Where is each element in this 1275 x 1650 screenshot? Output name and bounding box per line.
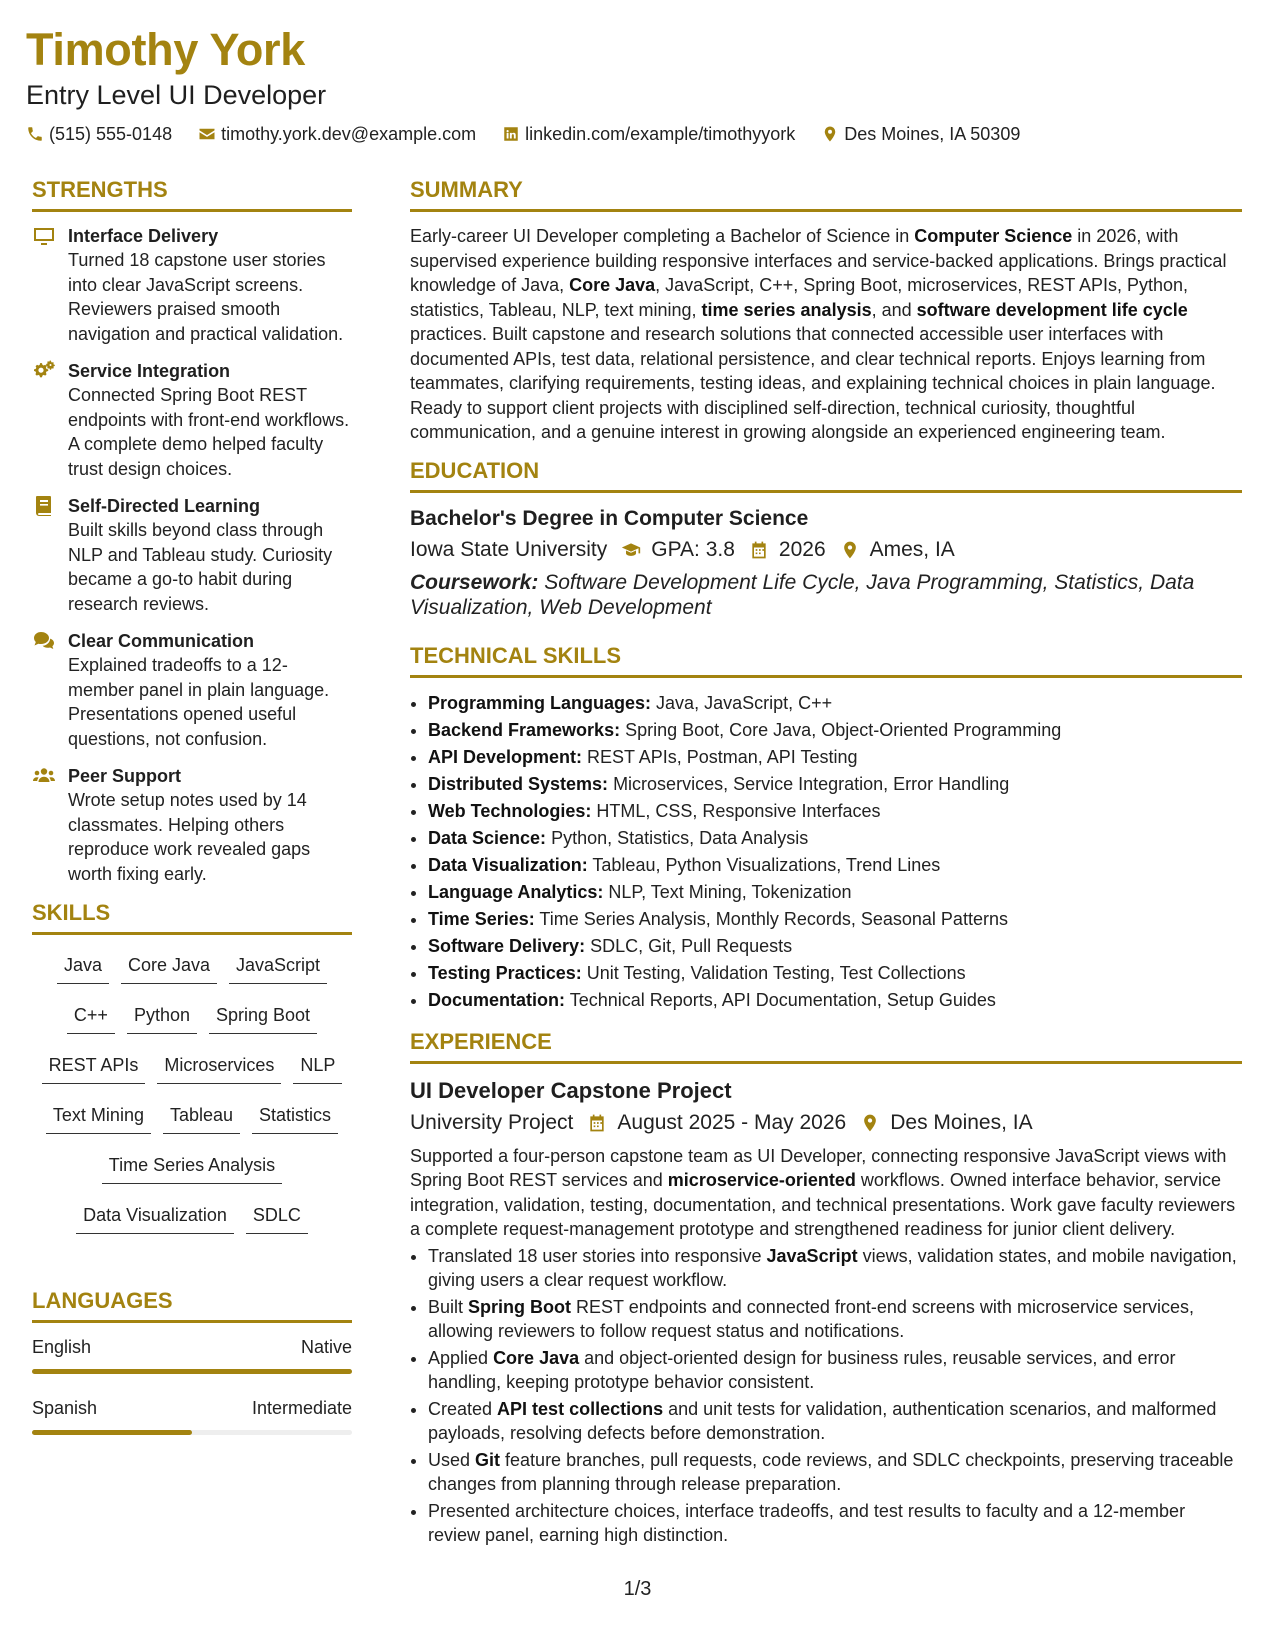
tech-skill-item [428,825,1242,852]
strength-item [32,629,352,751]
tech-skill-label: Language Analytics: [428,881,604,902]
education-meta [410,535,1242,565]
strength-desc: Built skills beyond class through NLP and Tableau study. Curiosity became a go-to habit during research reviews. [68,520,333,614]
job-bullet [428,1244,1242,1293]
job-org [410,1108,573,1138]
coursework-text: Software Development Life Cycle, Java Programming, Statistics, Data Visualization, Web Development [410,570,1195,619]
body-text: practices. Built capstone and research solutions that connected accessible user interfaces with documented APIs, test data, relational persistence, and clear technical reports. Enjoys learning from teammates, clarifying requirements, testing ideas, and explaining technical choices in plain language. Ready to support client projects with disciplined self-direction, technical curiosity, thoughtful communication, and a genuine interest in growing alongside an experienced engineering team. [410,324,1216,442]
skill-chip: Microservices [157,1051,281,1084]
coursework-label: Coursework: [410,570,539,594]
job-location-text: Des Moines, IA [890,1110,1033,1134]
strength-desc: Turned 18 capstone user stories into clear JavaScript screens. Reviewers praised smooth navigation and practical validation. [68,250,344,344]
body-text: Used [428,1449,476,1470]
tech-skill-value: REST APIs, Postman, API Testing [587,746,858,767]
tech-skill-value: NLP, Text Mining, Tokenization [608,881,852,902]
body-text: Presented architecture choices, interface tradeoffs, and test results to faculty and a 12-member review panel, earning high distinction. [428,1500,1186,1545]
language-item [32,1335,352,1374]
tech-skill-item [428,690,1242,717]
technical-skills-list [410,690,1242,1014]
tech-skill-value: HTML, CSS, Responsive Interfaces [596,800,881,821]
degree-title: Bachelor's Degree in Computer Science [410,506,809,530]
strength-title: Interface Delivery [68,226,219,246]
calendar-icon [749,540,769,560]
tech-skill-label: Testing Practices: [428,962,582,983]
job-org-text: University Project [410,1110,574,1134]
languages-heading: LANGUAGES [32,1287,352,1323]
experience-heading: EXPERIENCE [410,1028,1242,1064]
job-bullets [410,1244,1242,1548]
emphasis-text: time series analysis [701,299,872,320]
contact-linkedin[interactable] [502,122,795,146]
skill-chip: Statistics [252,1101,338,1134]
tech-skill-value: Unit Testing, Validation Testing, Test Collections [586,962,966,983]
tech-skill-item [428,879,1242,906]
skill-chip: REST APIs [42,1051,146,1084]
map-pin-icon [860,1113,880,1133]
tech-skill-value: Python, Statistics, Data Analysis [551,827,809,848]
resume-header [26,22,1246,146]
job-meta [410,1108,1242,1138]
right-column [410,176,1242,1550]
emphasis-text: microservice-oriented [667,1170,856,1190]
phone-text: (515) 555-0148 [49,124,173,144]
tech-skill-item [428,771,1242,798]
gpa [621,535,735,565]
body-text: and object-oriented design for business rules, reusable services, and error handling, keeping prototype behavior consistent. [428,1347,1176,1392]
body-text: , JavaScript, C++, Spring Boot, microservices, REST APIs, Python, statistics, Tableau, NLP, text mining, [410,275,1189,320]
school-text: Iowa State University [410,537,608,561]
job-bullet [428,1346,1242,1395]
skill-chip: Java [57,951,109,984]
language-bar-fill [32,1430,192,1435]
body-text: feature branches, pull requests, code reviews, and SDLC checkpoints, preserving traceable changes from planning through release preparation. [428,1449,1234,1494]
candidate-name: Timothy York [26,24,305,75]
education-heading: EDUCATION [410,457,1242,493]
emphasis-text: Spring Boot [468,1296,572,1317]
strength-title: Service Integration [68,361,231,381]
tech-skill-label: Data Science: [428,827,547,848]
body-text: , and [871,299,917,320]
tech-skill-value: Technical Reports, API Documentation, Setup Guides [569,989,996,1010]
users-icon [32,764,56,788]
skill-chip: Data Visualization [76,1201,234,1234]
emphasis-text: Computer Science [914,226,1073,246]
job-description [410,1144,1242,1242]
linkedin-text: linkedin.com/example/timothyyork [525,124,796,144]
tech-skill-value: Java, JavaScript, C++ [656,692,833,713]
strength-title: Peer Support [68,766,182,786]
tech-skill-value: Spring Boot, Core Java, Object-Oriented Programming [625,719,1062,740]
calendar-icon [587,1113,607,1133]
candidate-title: Entry Level UI Developer [26,80,327,110]
summary-heading: SUMMARY [410,176,1242,212]
skill-chip: Python [127,1001,197,1034]
school-location [840,535,955,565]
job-bullet [428,1295,1242,1344]
job-bullet [428,1448,1242,1497]
body-text: workflows. Owned interface behavior, service integration, validation, testing, documentation, and technical presentations. Work gave faculty reviewers a complete request-management prototype and strengthened readiness for junior client delivery. [410,1170,1236,1239]
location-text: Des Moines, IA 50309 [844,124,1021,144]
graduation-cap-icon [621,540,641,560]
language-item [32,1396,352,1435]
technical-skills-heading: TECHNICAL SKILLS [410,642,1242,678]
emphasis-text: software development life cycle [916,299,1188,320]
skill-chip: Core Java [121,951,217,984]
body-text: REST endpoints and connected front-end screens with microservice services, allowing reviewers to follow request status and notifications. [428,1296,1194,1341]
phone-icon [26,125,44,143]
job-dates [587,1108,846,1138]
tech-skill-item [428,960,1242,987]
skill-chip: SDLC [246,1201,308,1234]
body-text: in 2026, with supervised experience building responsive interfaces and service-backed applications. Brings practical knowledge of Java, [410,226,1227,295]
skill-chip: Spring Boot [209,1001,317,1034]
contact-phone[interactable] [26,122,172,146]
tech-skill-item [428,798,1242,825]
strengths-list [32,224,352,886]
tech-skill-item [428,906,1242,933]
map-pin-icon [821,125,839,143]
contact-location [821,122,1020,146]
strength-desc: Connected Spring Boot REST endpoints with front-end workflows. A complete demo helped faculty trust design choices. [68,385,350,479]
language-bar-fill [32,1369,352,1374]
map-pin-icon [840,540,860,560]
language-name: Spanish [32,1398,98,1418]
body-text: Translated 18 user stories into responsive [428,1245,767,1266]
strength-item [32,224,352,346]
tech-skill-item [428,987,1242,1014]
monitor-icon [32,224,56,248]
envelope-icon [198,125,216,143]
contact-email[interactable] [198,122,476,146]
school-name [410,535,607,565]
tech-skill-label: Software Delivery: [428,935,586,956]
linkedin-icon [502,125,520,143]
tech-skill-label: Distributed Systems: [428,773,609,794]
body-text: and unit tests for validation, authentication scenarios, and malformed payloads, resolving defects before demonstration. [428,1398,1217,1443]
tech-skill-value: Time Series Analysis, Monthly Records, Seasonal Patterns [539,908,1008,929]
job-bullet [428,1499,1242,1548]
tech-skill-item [428,744,1242,771]
year-text: 2026 [778,537,826,561]
contact-bar [26,122,1246,146]
body-text: Supported a four-person capstone team as UI Developer, connecting responsive JavaScript views with Spring Boot REST services and [410,1145,1227,1190]
emphasis-text: JavaScript [766,1245,858,1266]
page-number: 1/3 [623,1578,652,1600]
tech-skill-label: Data Visualization: [428,854,588,875]
email-text: timothy.york.dev@example.com [221,124,477,144]
tech-skill-value: Microservices, Service Integration, Error Handling [613,773,1010,794]
strength-desc: Explained tradeoffs to a 12-member panel in plain language. Presentations opened useful questions, not confusion. [68,655,330,749]
gears-icon [32,359,56,383]
job-dates-text: August 2025 - May 2026 [617,1110,847,1134]
body-text: Built [428,1296,469,1317]
skills-heading: SKILLS [32,899,352,935]
strength-item [32,359,352,481]
emphasis-text: API test collections [497,1398,664,1419]
tech-skill-label: Web Technologies: [428,800,592,821]
tech-skill-item [428,717,1242,744]
language-level: Native [300,1337,352,1357]
tech-skill-label: Backend Frameworks: [428,719,621,740]
language-level: Intermediate [251,1398,352,1418]
tech-skill-label: Documentation: [428,989,565,1010]
tech-skill-label: Programming Languages: [428,692,652,713]
skill-chip: Tableau [163,1101,240,1134]
strength-title: Self-Directed Learning [68,496,261,516]
tech-skill-label: Time Series: [428,908,535,929]
summary-text [410,224,1242,445]
book-icon [32,494,56,518]
tech-skill-label: API Development: [428,746,583,767]
coursework [410,570,1242,620]
skill-chip: Time Series Analysis [102,1151,282,1184]
tech-skill-item [428,852,1242,879]
job-bullet [428,1397,1242,1446]
language-bar [32,1369,352,1374]
strength-item [32,494,352,616]
body-text: views, validation states, and mobile navigation, giving users a clear request workflow. [428,1245,1237,1290]
body-text: Created [428,1398,498,1419]
strength-item [32,764,352,886]
body-text: Early-career UI Developer completing a Bachelor of Science in [410,226,915,246]
comments-icon [32,629,56,653]
skill-chip: NLP [293,1051,342,1084]
left-column [32,176,352,1457]
emphasis-text: Git [475,1449,501,1470]
job-title: UI Developer Capstone Project [410,1077,732,1103]
emphasis-text: Core Java [569,275,656,295]
body-text: Applied [428,1347,494,1368]
skill-chip: Text Mining [46,1101,151,1134]
skill-chip: JavaScript [229,951,327,984]
gpa-text: GPA: 3.8 [651,537,735,561]
skill-chip: C++ [67,1001,115,1034]
tech-skill-item [428,933,1242,960]
strength-desc: Wrote setup notes used by 14 classmates. Helping others reproduce work revealed gaps worth fixing early. [68,790,311,884]
language-bar [32,1430,352,1435]
language-name: English [32,1337,92,1357]
skills-list [32,947,352,1251]
job-location [860,1108,1032,1138]
tech-skill-value: SDLC, Git, Pull Requests [590,935,793,956]
emphasis-text: Core Java [493,1347,580,1368]
strengths-heading: STRENGTHS [32,176,352,212]
strength-title: Clear Communication [68,631,255,651]
school-location-text: Ames, IA [869,537,955,561]
grad-year [749,535,826,565]
tech-skill-value: Tableau, Python Visualizations, Trend Lines [592,854,941,875]
